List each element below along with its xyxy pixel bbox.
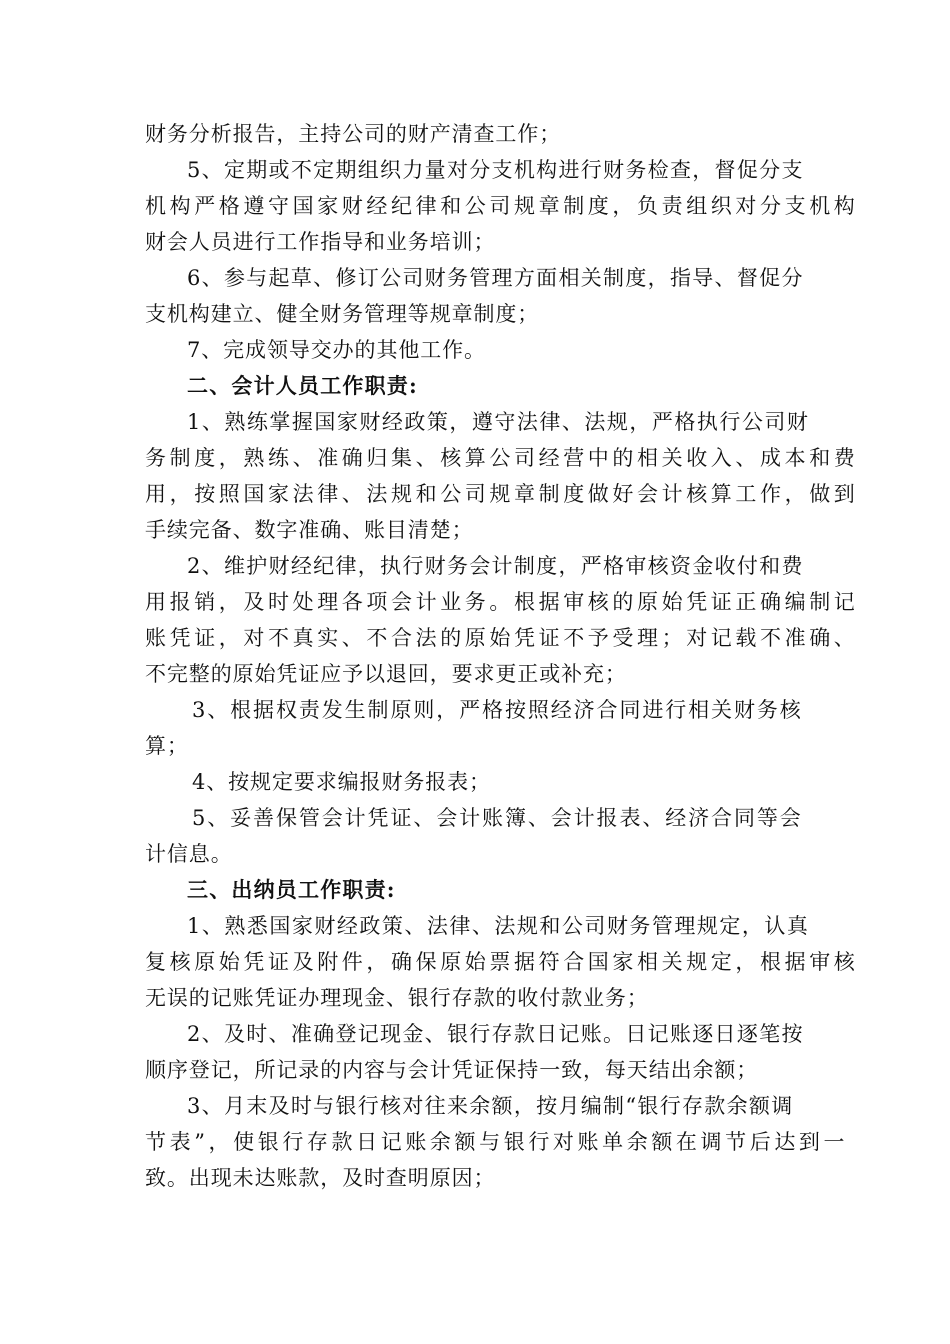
paragraph-line: 手续完备、数字准确、账目清楚； xyxy=(145,518,474,542)
paragraph-line: 5、定期或不定期组织力量对分支机构进行财务检查，督促分支 xyxy=(187,158,804,182)
paragraph-line: 致。出现未达账款，及时查明原因； xyxy=(145,1166,496,1190)
paragraph-line: 4、按规定要求编报财务报表； xyxy=(192,770,491,794)
paragraph-line: 7、完成领导交办的其他工作。 xyxy=(187,338,486,362)
paragraph-line: 2、维护财经纪律，执行财务会计制度，严格审核资金收付和费 xyxy=(187,554,804,578)
paragraph-line: 计信息。 xyxy=(145,842,233,866)
paragraph-line: 机构严格遵守国家财经纪律和公司规章制度，负责组织对分支机构 xyxy=(145,194,859,218)
paragraph-line: 节表”，使银行存款日记账余额与银行对账单余额在调节后达到一 xyxy=(145,1130,849,1154)
paragraph-line: 1、熟练掌握国家财经政策，遵守法律、法规，严格执行公司财 xyxy=(187,410,810,434)
paragraph-line: 用报销，及时处理各项会计业务。根据审核的原始凭证正确编制记 xyxy=(145,590,859,614)
paragraph-line: 3、根据权责发生制原则，严格按照经济合同进行相关财务核 xyxy=(192,698,803,722)
paragraph-line: 不完整的原始凭证应予以退回，要求更正或补充； xyxy=(145,662,627,686)
section-heading: 二、会计人员工作职责: xyxy=(187,373,418,398)
paragraph-line: 务制度，熟练、准确归集、核算公司经营中的相关收入、成本和费 xyxy=(145,446,859,470)
paragraph-line: 2、及时、准确登记现金、银行存款日记账。日记账逐日逐笔按 xyxy=(187,1022,804,1046)
paragraph-line: 6、参与起草、修订公司财务管理方面相关制度，指导、督促分 xyxy=(187,266,804,290)
paragraph-line: 财务分析报告，主持公司的财产清查工作； xyxy=(145,122,562,146)
paragraph-line: 复核原始凭证及附件，确保原始票据符合国家相关规定，根据审核 xyxy=(145,950,859,974)
section-heading: 三、出纳员工作职责: xyxy=(187,877,396,902)
paragraph-line: 财会人员进行工作指导和业务培训； xyxy=(145,230,496,254)
paragraph-line: 支机构建立、健全财务管理等规章制度； xyxy=(145,302,540,326)
paragraph-line: 无误的记账凭证办理现金、银行存款的收付款业务； xyxy=(145,986,649,1010)
paragraph-line: 顺序登记，所记录的内容与会计凭证保持一致，每天结出余额； xyxy=(145,1058,759,1082)
paragraph-line: 账凭证，对不真实、不合法的原始凭证不予受理；对记载不准确、 xyxy=(145,626,859,650)
paragraph-line: 算； xyxy=(145,734,189,758)
paragraph-line: 用，按照国家法律、法规和公司规章制度做好会计核算工作，做到 xyxy=(145,482,859,506)
paragraph-line: 3、月末及时与银行核对往来余额，按月编制“银行存款余额调 xyxy=(187,1094,794,1118)
paragraph-line: 1、熟悉国家财经政策、法律、法规和公司财务管理规定，认真 xyxy=(187,914,810,938)
paragraph-line: 5、妥善保管会计凭证、会计账簿、会计报表、经济合同等会 xyxy=(192,806,803,830)
